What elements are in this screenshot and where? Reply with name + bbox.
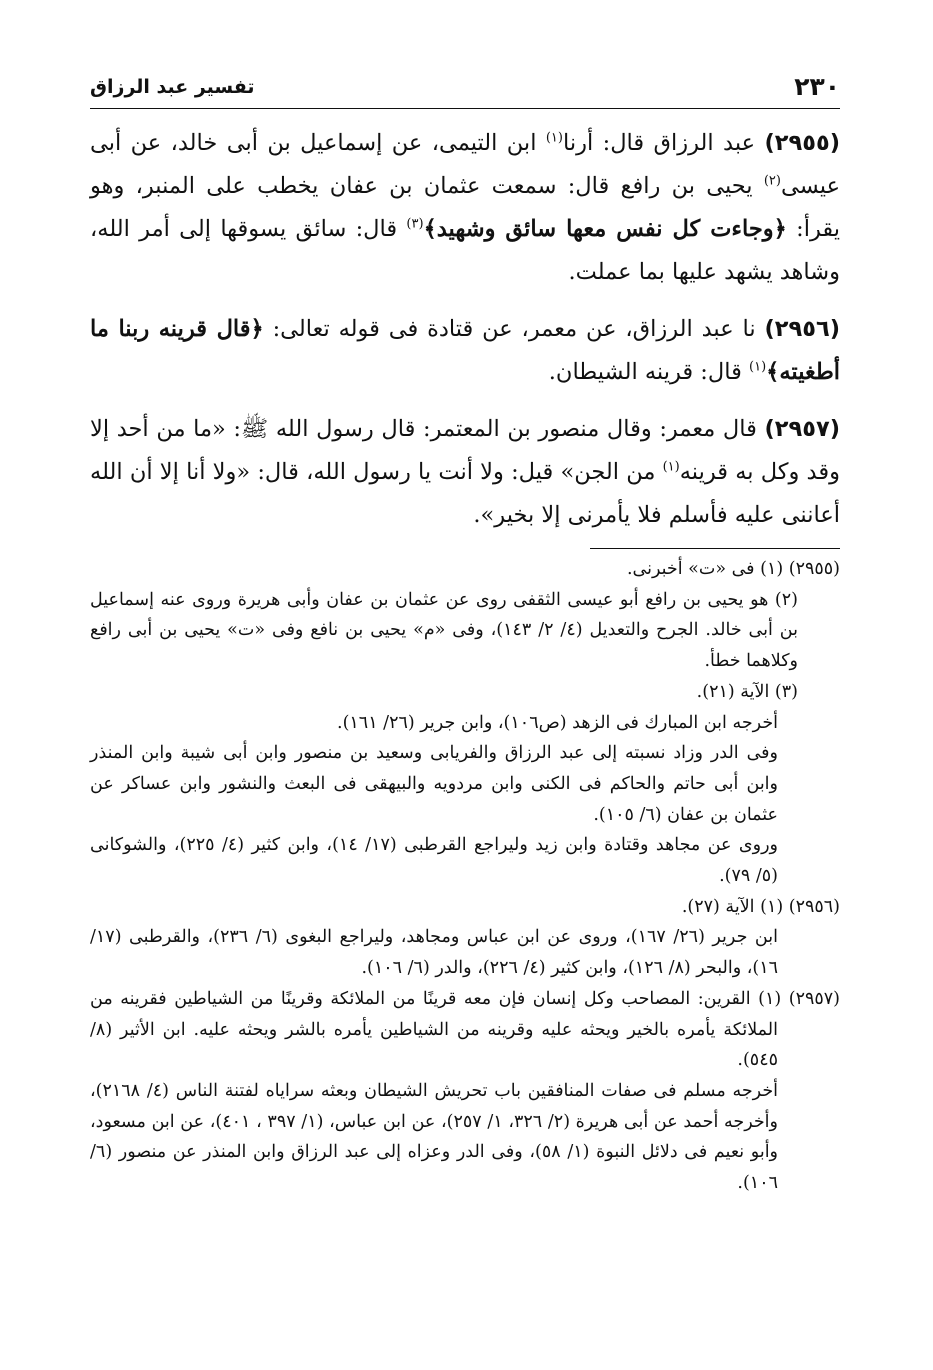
entry-number: (٢٩٥٧) bbox=[764, 416, 840, 442]
quran-verse: ﴿قال قرينه ربنا ما أطغيته﴾ bbox=[90, 316, 840, 385]
footnote: ابن جرير (٢٦/ ١٦٧)، وروى عن ابن عباس ومجاهد، وليراجع البغوى (٦/ ٢٣٦)، والقرطبى (١٧/ ١٦)، والبحر (٨/ ١٢٦)، وابن كثير (٤/ ٢٢٦)، والدر (٦/ ١٠٦). bbox=[90, 927, 778, 979]
footnote: (٢) هو يحيى بن رافع أبو عيسى الثقفى روى عن عثمان بن عفان وأبى هريرة وروى عنه إسماعيل بن أبى خالد. الجرح والتعديل (٤/ ٢/ ١٤٣)، وفى «م» يحيى بن نافع وفى «ت» يحيى بن أبى رافع وكلاهما خطأ. bbox=[90, 589, 798, 672]
entry-number: (٢٩٥٥) bbox=[764, 130, 840, 156]
hadith-2957 bbox=[90, 408, 840, 537]
footnote-ref: (٢) bbox=[763, 173, 781, 189]
footnote: أخرجه مسلم فى صفات المنافقين باب تحريش الشيطان وبعثه سراياه لفتنة الناس (٤/ ٢١٦٨)، وأخرجه أحمد عن أبى هريرة (٢/ ٣٢٦، ١/ ٢٥٧)، عن ابن عباس، (١/ ٣٩٧ ، ٤٠١)، عن ابن مسعود، وأبو نعيم فى دلائل النبوة (١/ ٥٨)، وفى الدر وعزاه إلى عبد الرزاق وابن المنذر عن منصور (٦/ ١٠٦). bbox=[90, 1080, 779, 1194]
text-segment: عبد الرزاق قال: أرنا bbox=[562, 130, 765, 156]
text-segment: يحيى بن رافع قال: سمعت عثمان بن عفان يخطب على المنبر، وهو يقرأ: bbox=[90, 173, 841, 242]
page-header bbox=[90, 72, 840, 106]
entry-number: (٢٩٥٦) bbox=[764, 316, 840, 342]
hadith-2956 bbox=[90, 308, 840, 394]
footnotes bbox=[90, 554, 840, 1199]
quran-verse: ﴿وجاءت كل نفس معها سائق وشهيد﴾ bbox=[423, 216, 787, 242]
footnote: (٢٩٥٧) (١) القرين: المصاحب وكل إنسان فإن معه قرينًا من الملائكة وقرينًا من الشياطين فقرينه من الملائكة يأمره بالخير ويحثه عليه وقرينه من الشياطين يأمره بالشر ويحثه عليه. ابن الأثير (٨/ ٥٤٥). bbox=[90, 988, 840, 1071]
header-divider bbox=[90, 108, 840, 109]
page-number: ٢٣٠ bbox=[794, 72, 840, 101]
footnote: (٣) الآية (٢١). bbox=[696, 681, 798, 702]
footnote: (٢٩٥٦) (١) الآية (٢٧). bbox=[681, 896, 840, 917]
text-segment: قال معمر: وقال منصور بن المعتمر: قال رسول الله ﷺ: «ما من أحد إلا وقد وكل به قرينه bbox=[90, 416, 840, 485]
footnote-divider bbox=[590, 548, 840, 549]
text-segment: قال: سائق يسوقها إلى أمر الله، وشاهد يشهد عليها بما عملت. bbox=[90, 216, 840, 285]
text-segment: ابن التيمى، عن إسماعيل بن أبى خالد، عن أبى عيسى bbox=[90, 130, 840, 199]
footnote: وروى عن مجاهد وقتادة وابن زيد وليراجع القرطبى (١٧/ ١٤)، وابن كثير (٤/ ٢٢٥)، والشوكانى (٥/ ٧٩). bbox=[90, 835, 778, 887]
hadith-2955 bbox=[90, 122, 840, 294]
main-text bbox=[90, 122, 840, 551]
footnote: وفى الدر وزاد نسبته إلى عبد الرزاق والفريابى وسعيد بن منصور وابن أبى شيبة وابن المنذر وابن أبى حاتم والحاكم فى الكنى وابن مردويه والبيهقى فى البعث والنشور وابن عساكر عن عثمان بن عفان (٦/ ١٠٥). bbox=[90, 743, 778, 825]
footnote-ref: (١) bbox=[545, 130, 563, 146]
footnote: أخرجه ابن المبارك فى الزهد (ص١٠٦)، وابن جرير (٢٦/ ١٦١). bbox=[337, 712, 778, 733]
footnote-ref: (١) bbox=[749, 359, 767, 375]
book-title: تفسير عبد الرزاق bbox=[90, 76, 255, 98]
text-segment: نا عبد الرزاق، عن معمر، عن قتادة فى قوله تعالى: bbox=[263, 316, 765, 342]
text-segment: قال: قرينه الشيطان. bbox=[548, 359, 750, 385]
footnote-ref: (١) bbox=[662, 459, 680, 475]
footnote: (٢٩٥٥) (١) فى «ت» أخبرنى. bbox=[626, 559, 840, 579]
footnote-ref: (٣) bbox=[406, 216, 424, 232]
text-segment: من الجن» قيل: ولا أنت يا رسول الله، قال: «ولا أنا إلا أن الله أعاننى عليه فأسلم فلا يأمرنى إلا بخير». bbox=[90, 459, 840, 528]
